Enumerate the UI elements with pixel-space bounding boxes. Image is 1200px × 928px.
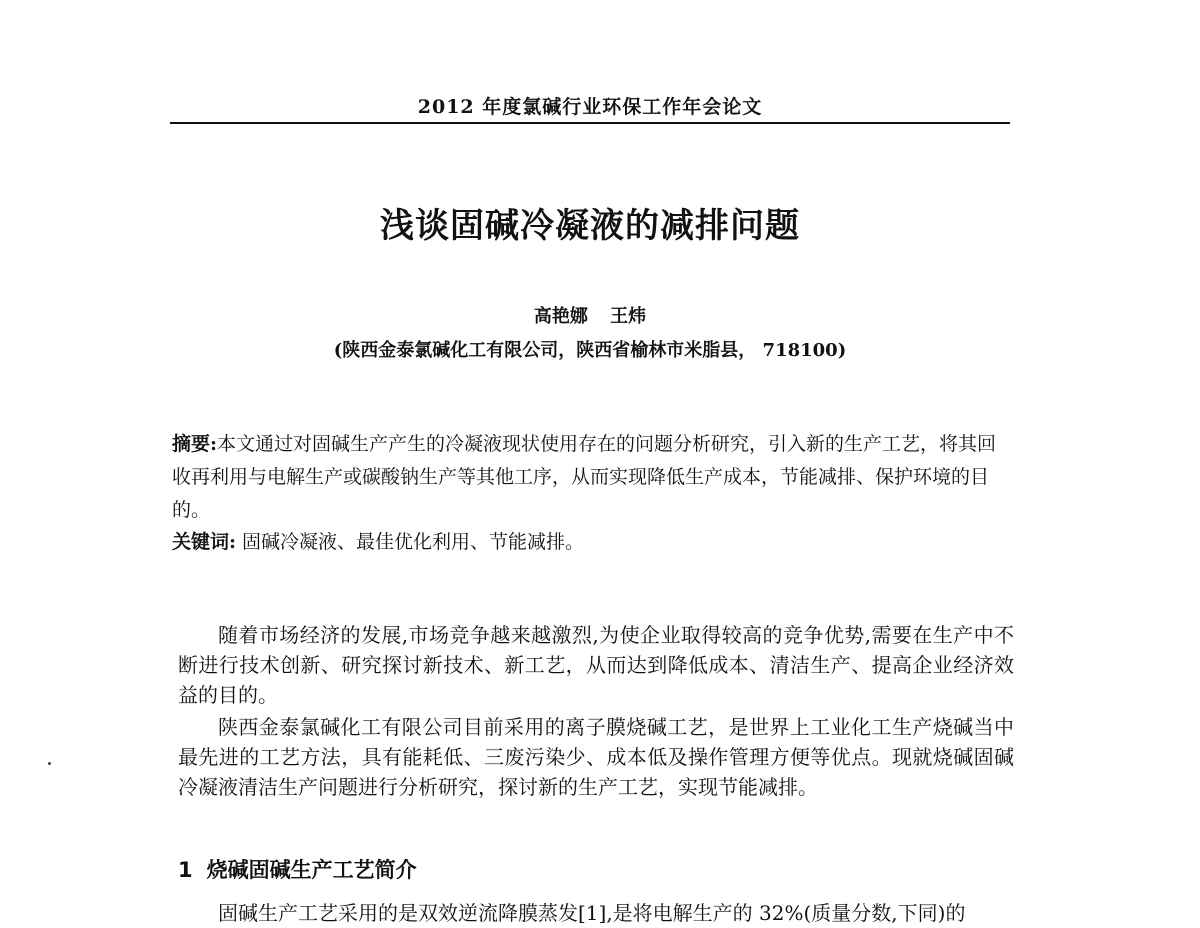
section-heading-1 <box>178 854 1014 884</box>
section-title: 烧碱固碱生产工艺简介 <box>206 858 417 882</box>
keywords <box>172 527 1012 557</box>
authors <box>170 302 1010 328</box>
body-paragraph-1: 随着市场经济的发展,市场竞争越来越激烈,为使企业取得较高的竞争优势,需要在生产中不断进行技术创新、研究探讨新技术、新工艺，从而达到降低成本、清洁生产、提高企业经济效益的目的。 <box>178 623 1014 707</box>
abstract-label: 摘要: <box>172 433 218 455</box>
scan-speck <box>48 762 51 765</box>
author-1: 高艳娜 <box>533 306 588 327</box>
body-paragraph-3: 固碱生产工艺采用的是双效逆流降膜蒸发[1],是将电解生产的 32%(质量分数,下同)的 <box>218 901 966 925</box>
body-paragraph-2: 陕西金泰氯碱化工有限公司目前采用的离子膜烧碱工艺，是世界上工业化工生产烧碱当中最先进的工艺方法，具有能耗低、三废污染少、成本低及操作管理方便等优点。现就烧碱固碱冷凝液清洁生产问题进行分析研究，探讨新的生产工艺，实现节能减排。 <box>178 715 1014 799</box>
abstract-text: 本文通过对固碱生产产生的冷凝液现状使用存在的问题分析研究，引入新的生产工艺，将其回收再利用与电解生产或碳酸钠生产等其他工序，从而实现降低生产成本，节能减排、保护环境的目的。 <box>172 433 997 521</box>
keywords-label: 关键词: <box>172 531 237 553</box>
keywords-text: 固碱冷凝液、最佳优化利用、节能减排。 <box>236 531 585 553</box>
section-number: 1 <box>178 858 193 882</box>
abstract <box>172 428 1012 527</box>
author-2: 王炜 <box>610 306 647 327</box>
affiliation: (陕西金泰氯碱化工有限公司，陕西省榆林市米脂县， 718100) <box>333 340 847 361</box>
running-header: 2012 年度氯碱行业环保工作年会论文 <box>417 96 763 118</box>
header-rule <box>170 122 1010 124</box>
paper-title: 浅谈固碱冷凝液的减排问题 <box>380 206 800 246</box>
